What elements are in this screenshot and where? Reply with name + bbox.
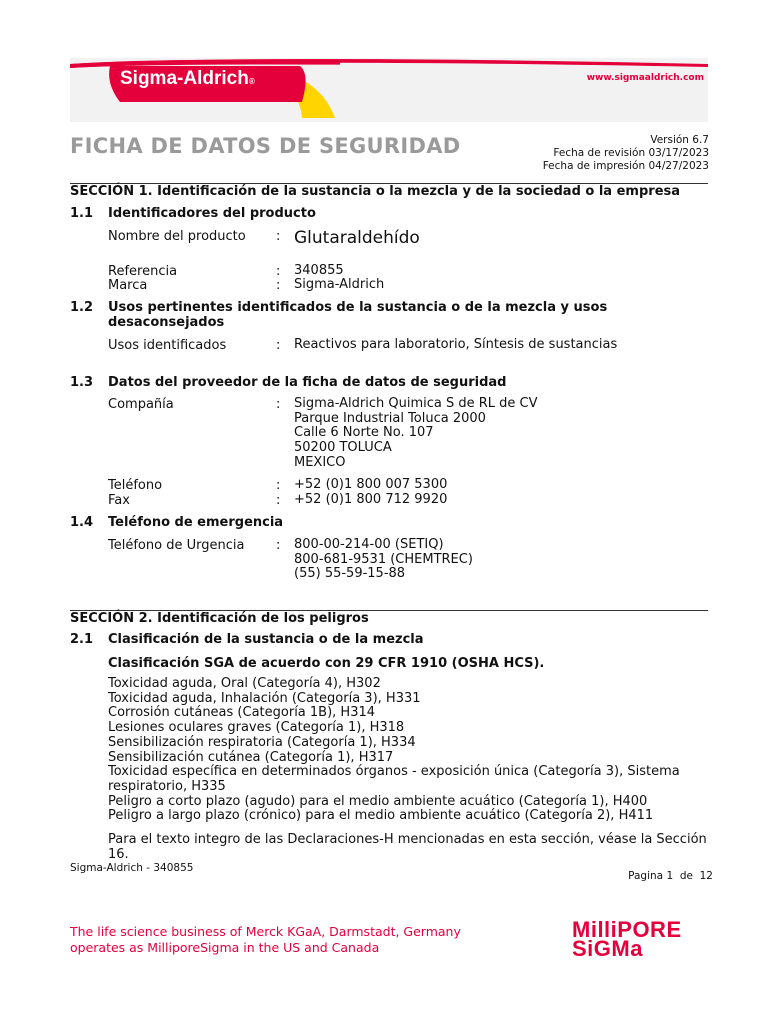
colon: : xyxy=(276,493,281,508)
document-meta xyxy=(543,134,709,173)
colon: : xyxy=(276,278,281,293)
product-name-label: Nombre del producto xyxy=(108,229,246,244)
address-line: MEXICO xyxy=(294,454,346,470)
colon: : xyxy=(276,338,281,353)
address-line: 50200 TOLUCA xyxy=(294,440,392,456)
merck-notice-line: The life science business of Merck KGaA, Darmstadt, Germany xyxy=(70,924,461,939)
address-line: Calle 6 Norte No. 107 xyxy=(294,425,434,441)
hazard-item: respiratorio, H335 xyxy=(108,778,226,794)
sga-classification-title: Clasificación SGA de acuerdo con 29 CFR 1910 (OSHA HCS). xyxy=(108,656,545,671)
hazard-item: Toxicidad específica en determinados órganos - exposición única (Categoría 3), Sistema xyxy=(108,764,680,780)
hazard-item: Toxicidad aguda, Oral (Categoría 4), H302 xyxy=(108,676,381,691)
emergency-phones xyxy=(294,538,473,582)
address-line: Parque Industrial Toluca 2000 xyxy=(294,410,486,426)
section-2-title: SECCIÓN 2. Identificación de los peligros xyxy=(70,611,369,626)
hazard-item: Peligro a corto plazo (agudo) para el medio ambiente acuático (Categoría 1), H400 xyxy=(108,793,648,809)
subsection-title: Usos pertinentes identificados de la sustancia o de la mezcla y usos desaconsejados xyxy=(108,300,608,330)
company-label: Compañía xyxy=(108,397,174,412)
subsection-title: Teléfono de emergencia xyxy=(108,515,284,530)
colon: : xyxy=(276,538,281,553)
emergency-phone: 800-00-214-00 (SETIQ) xyxy=(294,537,444,552)
subsection-number: 1.1 xyxy=(70,206,94,221)
merck-notice xyxy=(70,924,461,955)
page-number: Pagina 1 de 12 xyxy=(628,870,713,882)
colon: : xyxy=(276,478,281,493)
uses-label: Usos identificados xyxy=(108,338,227,353)
subsection-number: 1.3 xyxy=(70,375,94,390)
colon: : xyxy=(276,229,281,244)
h-statements-note: Para el texto integro de las Declaraciones-H mencionadas en esta sección, véase la Sección 16. xyxy=(108,832,707,862)
milliporesigma-logo: MilliPORE SiGMa xyxy=(572,917,682,961)
product-name-value: Glutaraldehído xyxy=(294,228,420,248)
version-text: Versión 6.7 xyxy=(650,134,709,146)
fax-label: Fax xyxy=(108,493,130,508)
subsection-title: Datos del proveedor de la ficha de datos de seguridad xyxy=(108,375,507,390)
brand-label: Marca xyxy=(108,278,148,293)
print-date: Fecha de impresión 04/27/2023 xyxy=(542,160,709,172)
hazard-item: Toxicidad aguda, Inhalación (Categoría 3), H331 xyxy=(108,690,421,706)
page-title: FICHA DE DATOS DE SEGURIDAD xyxy=(70,134,461,158)
emergency-phone-label: Teléfono de Urgencia xyxy=(108,538,245,553)
hazard-list xyxy=(108,677,708,824)
website-link[interactable]: www.sigmaaldrich.com xyxy=(586,73,704,83)
subsection-title: Clasificación de la sustancia o de la mezcla xyxy=(108,632,424,647)
subsection-number: 2.1 xyxy=(70,632,94,647)
hazard-item: Peligro a largo plazo (crónico) para el medio ambiente acuático (Categoría 2), H411 xyxy=(108,808,654,824)
colon: : xyxy=(276,397,281,412)
reference-label: Referencia xyxy=(108,264,178,279)
hazard-item: Lesiones oculares graves (Categoría 1), H318 xyxy=(108,720,405,736)
subsection-number: 1.4 xyxy=(70,515,94,530)
hazard-item: Sensibilización respiratoria (Categoría 1), H334 xyxy=(108,734,416,750)
company-address xyxy=(294,397,538,471)
hazard-item: Corrosión cutáneas (Categoría 1B), H314 xyxy=(108,705,376,721)
uses-value: Reactivos para laboratorio, Síntesis de sustancias xyxy=(294,337,618,352)
emergency-phone: (55) 55-59-15-88 xyxy=(294,566,406,582)
emergency-phone: 800-681-9531 (CHEMTREC) xyxy=(294,551,473,567)
subsection-title: Identificadores del producto xyxy=(108,206,316,221)
section-1-title: SECCIÓN 1. Identificación de la sustancia o la mezcla y de la sociedad o la empresa xyxy=(70,184,681,199)
subsection-number: 1.2 xyxy=(70,300,94,315)
brand-name: Sigma-Aldrich® xyxy=(120,68,255,89)
phone-label: Teléfono xyxy=(108,478,163,493)
revision-date: Fecha de revisión 03/17/2023 xyxy=(553,147,709,159)
fax-value: +52 (0)1 800 712 9920 xyxy=(294,492,448,507)
reference-value: 340855 xyxy=(294,263,344,278)
colon: : xyxy=(276,264,281,279)
footer-reference: Sigma-Aldrich - 340855 xyxy=(70,862,194,874)
merck-notice-line: operates as MilliporeSigma in the US and Canada xyxy=(70,939,380,955)
phone-value: +52 (0)1 800 007 5300 xyxy=(294,477,448,492)
brand-value: Sigma-Aldrich xyxy=(294,277,385,292)
address-line: Sigma-Aldrich Quimica S de RL de CV xyxy=(294,396,538,411)
hazard-item: Sensibilización cutánea (Categoría 1), H317 xyxy=(108,749,394,765)
